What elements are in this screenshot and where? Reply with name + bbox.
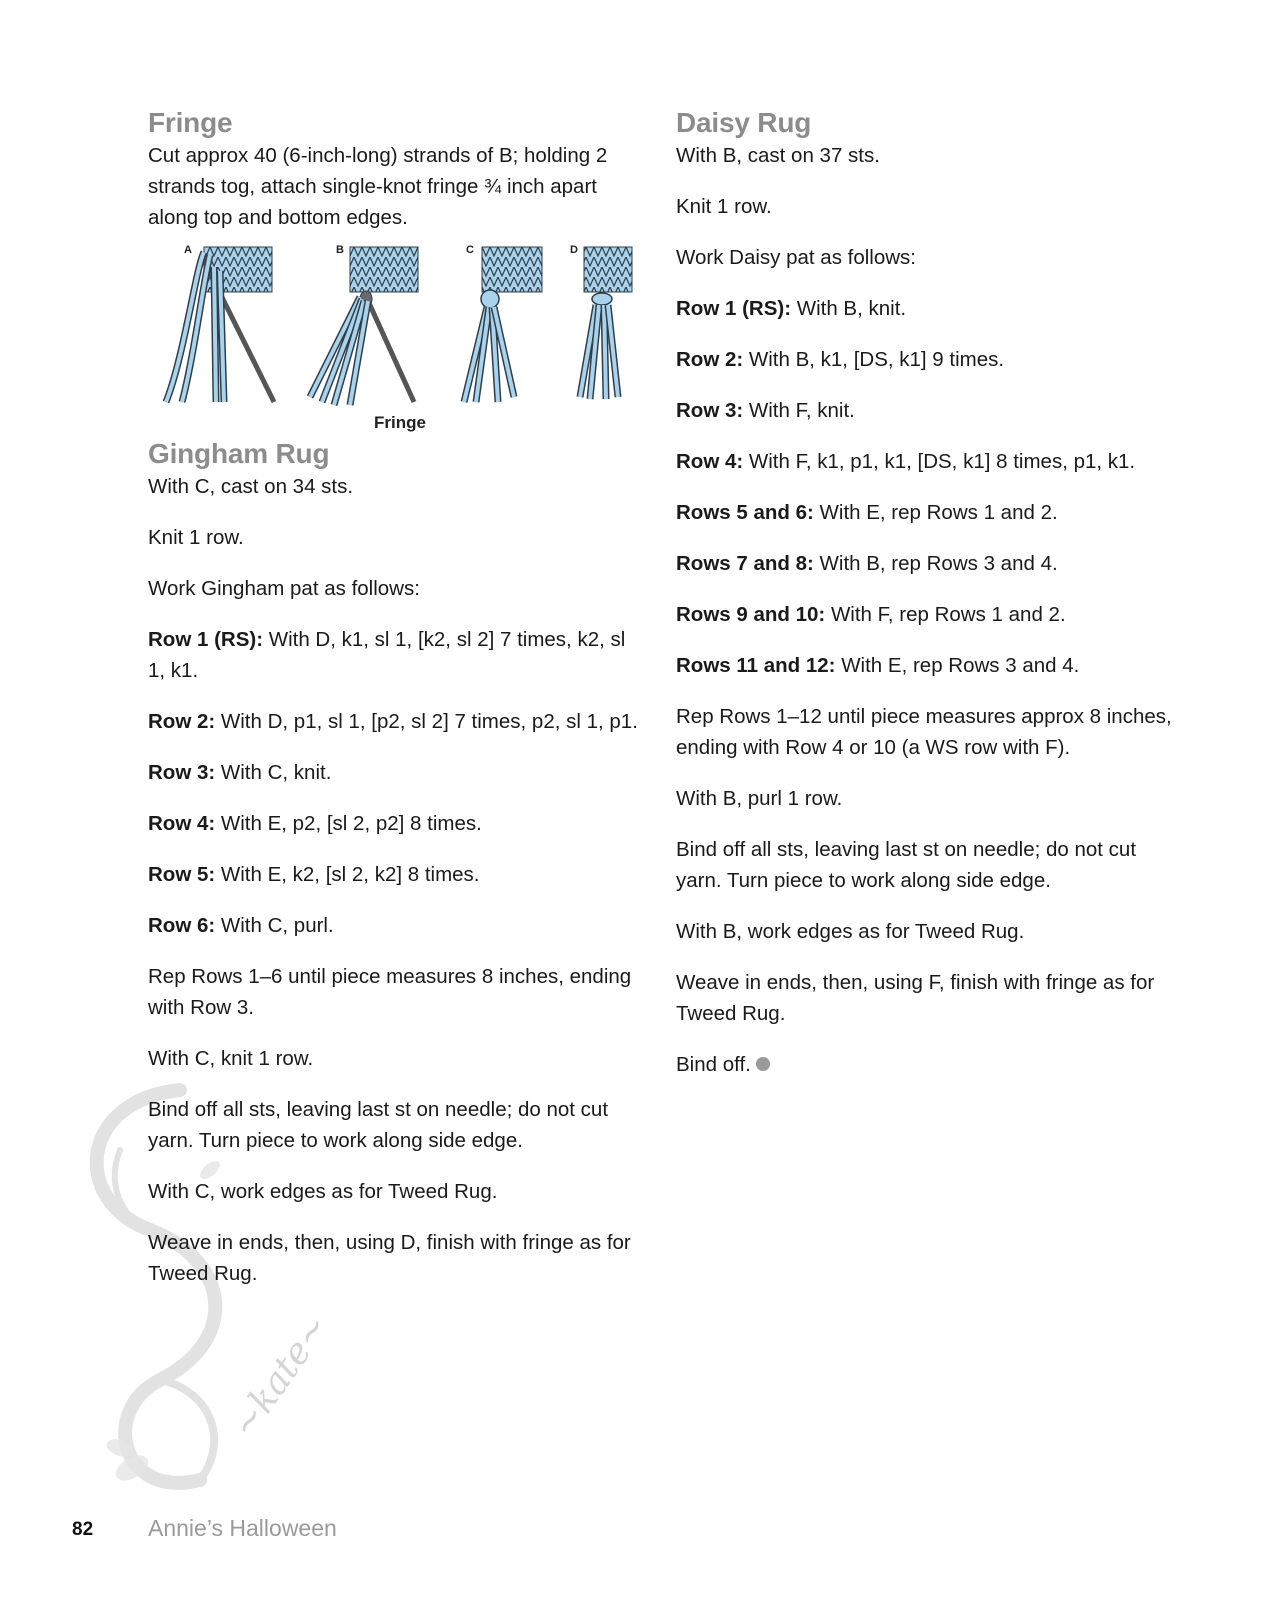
instruction-step xyxy=(676,783,1176,814)
instruction-step xyxy=(148,522,648,553)
step-text: With C, knit. xyxy=(215,761,332,784)
instruction-step xyxy=(676,916,1176,947)
step-text: With F, rep Rows 1 and 2. xyxy=(825,603,1066,626)
step-text: With B, k1, [DS, k1] 9 times. xyxy=(743,348,1005,371)
step-text: With E, p2, [sl 2, p2] 8 times. xyxy=(215,812,482,835)
step-text: Knit 1 row. xyxy=(676,195,772,218)
step-text: With C, purl. xyxy=(215,914,334,937)
step-text: With D, p1, sl 1, [p2, sl 2] 7 times, p2, sl 1, p1. xyxy=(215,710,638,733)
row-label: Row 2: xyxy=(676,348,744,371)
instruction-step xyxy=(676,1049,1176,1080)
instruction-step xyxy=(676,395,1176,426)
instruction-step xyxy=(148,1094,648,1156)
fringe-step-d xyxy=(570,244,632,399)
step-text: With E, rep Rows 3 and 4. xyxy=(835,654,1080,677)
fringe-label-c: C xyxy=(466,244,474,256)
step-text: With B, work edges as for Tweed Rug. xyxy=(676,920,1025,943)
step-text: With C, knit 1 row. xyxy=(148,1047,314,1070)
row-label: Row 1 (RS): xyxy=(148,628,264,651)
figure-caption: Fringe xyxy=(374,413,426,432)
step-text: Work Gingham pat as follows: xyxy=(148,577,420,600)
daisy-heading: Daisy Rug xyxy=(676,107,812,138)
fringe-step-a xyxy=(166,244,274,402)
step-text: Rep Rows 1–6 until piece measures 8 inches, ending with Row 3. xyxy=(148,965,632,1019)
instruction-step xyxy=(148,1043,648,1074)
step-text: Rep Rows 1–12 until piece measures approx 8 inches, ending with Row 4 or 10 (a WS row with F). xyxy=(676,705,1172,759)
row-label: Row 4: xyxy=(148,812,216,835)
instruction-step xyxy=(148,624,648,686)
step-text: With B, rep Rows 3 and 4. xyxy=(813,552,1058,575)
step-text: With F, knit. xyxy=(743,399,855,422)
instruction-step xyxy=(148,910,648,941)
instruction-step xyxy=(676,293,1176,324)
end-of-pattern-dot xyxy=(756,1057,770,1071)
step-text: Knit 1 row. xyxy=(148,526,244,549)
instruction-step xyxy=(148,961,648,1023)
instruction-step xyxy=(676,497,1176,528)
step-text: With E, rep Rows 1 and 2. xyxy=(813,501,1058,524)
step-text: Bind off all sts, leaving last st on needle; do not cut yarn. Turn piece to work along side edge. xyxy=(676,838,1137,892)
instruction-step xyxy=(148,573,648,604)
fringe-step-b xyxy=(310,244,418,405)
instruction-step xyxy=(676,242,1176,273)
instruction-step xyxy=(676,548,1176,579)
row-label: Rows 9 and 10: xyxy=(676,603,826,626)
step-text: With B, purl 1 row. xyxy=(676,787,843,810)
fringe-label-d: D xyxy=(570,244,578,256)
instruction-step xyxy=(676,191,1176,222)
watermark-signature: ~kate~ xyxy=(223,1307,338,1446)
book-title: Annie’s Halloween xyxy=(148,1515,337,1541)
row-label: Row 2: xyxy=(148,710,216,733)
step-text: Weave in ends, then, using F, finish with fringe as for Tweed Rug. xyxy=(676,971,1155,1025)
step-text: With C, cast on 34 sts. xyxy=(148,475,354,498)
step-text: Work Daisy pat as follows: xyxy=(676,246,917,269)
fringe-label-a: A xyxy=(184,244,192,256)
step-text: With B, knit. xyxy=(791,297,907,320)
gingham-instructions xyxy=(148,471,648,1289)
row-label: Rows 7 and 8: xyxy=(676,552,814,575)
gingham-heading: Gingham Rug xyxy=(148,438,330,469)
step-text: Bind off. xyxy=(676,1053,751,1076)
fringe-heading: Fringe xyxy=(148,107,233,138)
fringe-body: Cut approx 40 (6-inch-long) strands of B; holding 2 strands tog, attach single-knot fringe ¾ inch apart along top and bottom edges. xyxy=(148,144,608,229)
instruction-step xyxy=(676,599,1176,630)
instruction-step xyxy=(676,446,1176,477)
step-text: Bind off all sts, leaving last st on needle; do not cut yarn. Turn piece to work along side edge. xyxy=(148,1098,609,1152)
step-text: Weave in ends, then, using D, finish with fringe as for Tweed Rug. xyxy=(148,1231,631,1285)
instruction-step xyxy=(676,967,1176,1029)
instruction-step xyxy=(676,140,1176,171)
fringe-illustration xyxy=(154,237,644,417)
step-text: With E, k2, [sl 2, k2] 8 times. xyxy=(215,863,480,886)
step-text: With C, work edges as for Tweed Rug. xyxy=(148,1180,498,1203)
fringe-label-b: B xyxy=(336,244,344,256)
instruction-step xyxy=(676,344,1176,375)
fringe-figure xyxy=(154,237,644,437)
instruction-step xyxy=(148,808,648,839)
instruction-step xyxy=(148,1227,648,1289)
row-label: Row 1 (RS): xyxy=(676,297,792,320)
instruction-step xyxy=(148,1176,648,1207)
fringe-step-c xyxy=(464,244,542,402)
right-column xyxy=(676,106,1176,1100)
step-text: With B, cast on 37 sts. xyxy=(676,144,880,167)
daisy-instructions xyxy=(676,140,1176,1080)
step-text: With F, k1, p1, k1, [DS, k1] 8 times, p1, k1. xyxy=(743,450,1136,473)
row-label: Row 6: xyxy=(148,914,216,937)
row-label: Rows 5 and 6: xyxy=(676,501,814,524)
page-number: 82 xyxy=(72,1519,94,1540)
instruction-step xyxy=(148,471,648,502)
page-footer xyxy=(0,1515,1265,1549)
instruction-step xyxy=(148,706,648,737)
instruction-step xyxy=(676,834,1176,896)
left-column xyxy=(148,106,648,1309)
instruction-step xyxy=(676,650,1176,681)
instruction-step xyxy=(148,757,648,788)
row-label: Row 3: xyxy=(148,761,216,784)
row-label: Row 4: xyxy=(676,450,744,473)
instruction-step xyxy=(148,859,648,890)
row-label: Row 5: xyxy=(148,863,216,886)
row-label: Row 3: xyxy=(676,399,744,422)
step-text: With D, k1, sl 1, [k2, sl 2] 7 times, k2, sl 1, k1. xyxy=(148,628,626,682)
instruction-step xyxy=(676,701,1176,763)
row-label: Rows 11 and 12: xyxy=(676,654,836,677)
